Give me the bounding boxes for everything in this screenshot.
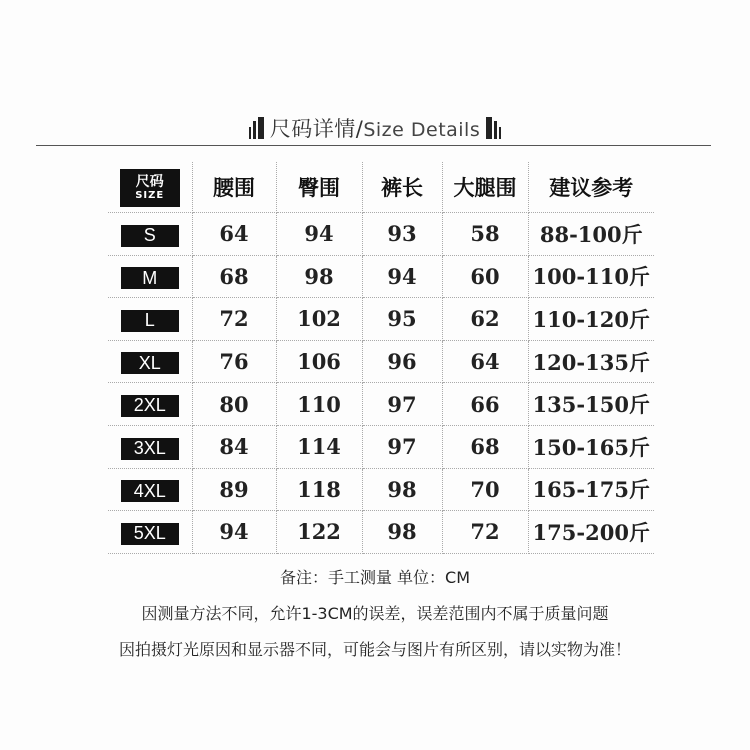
column-header: 建议参考 <box>528 162 654 213</box>
table-cell: 80 <box>192 383 276 426</box>
size-cell <box>108 298 192 341</box>
table-cell: 122 <box>276 511 362 554</box>
table-row <box>108 383 654 426</box>
table-cell: 64 <box>442 340 528 383</box>
table-cell: 76 <box>192 340 276 383</box>
column-header: 裤长 <box>362 162 442 213</box>
size-badge: 2XL <box>121 395 179 417</box>
size-cell <box>108 511 192 554</box>
size-cell <box>108 383 192 426</box>
table-cell: 72 <box>192 298 276 341</box>
page-title <box>270 113 481 143</box>
table-row <box>108 340 654 383</box>
title-bars-left-icon <box>249 117 264 139</box>
title-bar <box>0 108 750 148</box>
table-cell: 120-135斤 <box>528 340 654 383</box>
table-cell: 102 <box>276 298 362 341</box>
table-cell: 165-175斤 <box>528 468 654 511</box>
table-cell: 88-100斤 <box>528 213 654 256</box>
size-badge: XL <box>121 352 179 374</box>
table-cell: 98 <box>276 255 362 298</box>
note-tolerance: 因测量方法不同，允许1-3CM的误差，误差范围内不属于质量问题 <box>141 604 609 623</box>
table-cell: 94 <box>276 213 362 256</box>
table-cell: 70 <box>442 468 528 511</box>
table-row <box>108 213 654 256</box>
table-cell: 95 <box>362 298 442 341</box>
table-cell: 68 <box>442 425 528 468</box>
column-header: 腰围 <box>192 162 276 213</box>
table-cell: 66 <box>442 383 528 426</box>
size-badge: L <box>121 310 179 332</box>
size-badge: 4XL <box>121 480 179 502</box>
size-cell <box>108 468 192 511</box>
title-en: Size Details <box>363 119 481 141</box>
size-table <box>108 162 654 554</box>
table-cell: 106 <box>276 340 362 383</box>
table-cell: 68 <box>192 255 276 298</box>
size-cell <box>108 213 192 256</box>
table-cell: 89 <box>192 468 276 511</box>
title-divider <box>36 145 711 146</box>
table-header-row <box>108 162 654 213</box>
table-cell: 96 <box>362 340 442 383</box>
table-cell: 64 <box>192 213 276 256</box>
table-row <box>108 468 654 511</box>
table-cell: 100-110斤 <box>528 255 654 298</box>
table-cell: 150-165斤 <box>528 425 654 468</box>
size-header-badge: 尺码 SIZE <box>120 169 180 207</box>
table-cell: 135-150斤 <box>528 383 654 426</box>
size-header-cell <box>108 162 192 213</box>
note-color-disclaimer: 因拍摄灯光原因和显示器不同，可能会与图片有所区别，请以实物为准！ <box>118 640 631 659</box>
table-cell: 62 <box>442 298 528 341</box>
size-cell <box>108 255 192 298</box>
table-cell: 97 <box>362 425 442 468</box>
table-cell: 110 <box>276 383 362 426</box>
title-cn: 尺码详情/ <box>269 117 364 141</box>
table-row <box>108 425 654 468</box>
table-cell: 97 <box>362 383 442 426</box>
table-row <box>108 511 654 554</box>
column-header: 大腿围 <box>442 162 528 213</box>
table-cell: 94 <box>192 511 276 554</box>
table-row <box>108 255 654 298</box>
size-badge: M <box>121 267 179 289</box>
size-badge: 5XL <box>121 523 179 545</box>
table-cell: 98 <box>362 468 442 511</box>
table-cell: 175-200斤 <box>528 511 654 554</box>
table-cell: 58 <box>442 213 528 256</box>
size-badge: S <box>121 225 179 247</box>
table-cell: 98 <box>362 511 442 554</box>
size-cell <box>108 425 192 468</box>
title-bars-right-icon <box>486 117 501 139</box>
table-row <box>108 298 654 341</box>
note-measurement: 备注：手工测量 单位：CM <box>279 568 471 587</box>
size-cell <box>108 340 192 383</box>
column-header: 臀围 <box>276 162 362 213</box>
table-cell: 60 <box>442 255 528 298</box>
table-cell: 72 <box>442 511 528 554</box>
table-cell: 118 <box>276 468 362 511</box>
table-cell: 114 <box>276 425 362 468</box>
table-cell: 110-120斤 <box>528 298 654 341</box>
table-cell: 94 <box>362 255 442 298</box>
size-badge: 3XL <box>121 438 179 460</box>
table-cell: 93 <box>362 213 442 256</box>
table-cell: 84 <box>192 425 276 468</box>
